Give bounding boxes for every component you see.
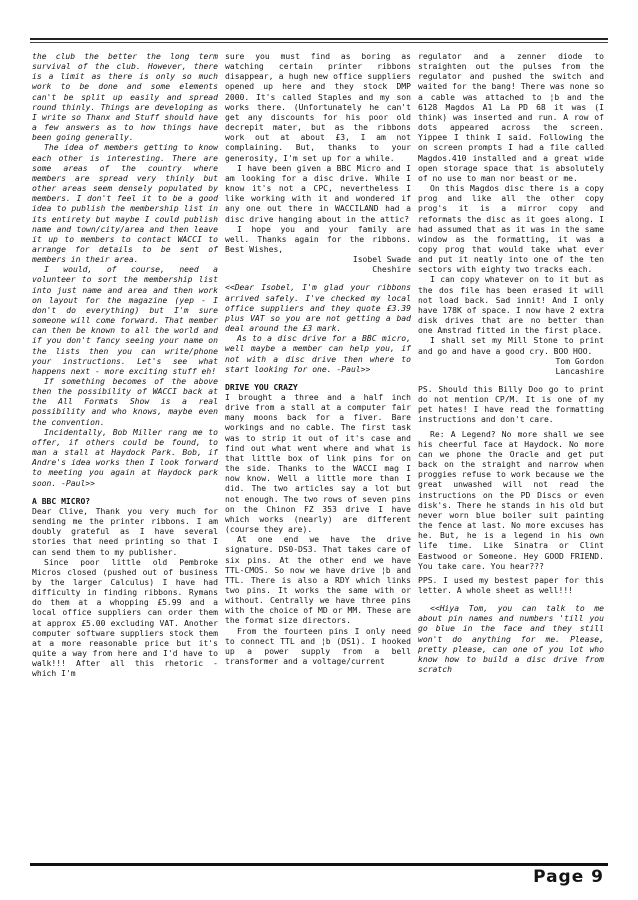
letter-paragraph: sure you must find as boring as watching certain printer ribbons disappear, a hugh new office suppliers opened up here and they stock DMP 2000. It's called Staples and my son works there. (Unfortunately he can't get any discounts for his poor old decrepit mater, but as the ribbons work out at about £3, I am not complaining. But, thanks to your generosity, I'm set up for a while. [225, 52, 411, 163]
letter-paragraph: I brought a three and a half inch drive from a stall at a computer fair many moons back for a fiver. Bare workings and no cable. The first task was to strip it out of it's case and find out what went where and what is that little box of link pins for on the side. Thanks to the WACCI mag I now know. Well a little more than I did. The two articles say a lot but not enough. The two rows of seven pins on the Chinon FZ 353 drive I have which works (nearly) are different (course they are). [225, 393, 411, 535]
section-heading: DRIVE YOU CRAZY [225, 382, 298, 392]
editor-reply-paragraph: As to a disc drive for a BBC micro, well maybe a member can help you, if not with a disc drive then where to start looking for one. -Paul>> [225, 334, 411, 374]
letter-paragraph: I can copy whatever on to it but as the dos file has been erased it will not load back. Sad innit! And I only have 178K of space. I now have 2 extra disk drives that are no better than one Amstrad fitted in the first place. [418, 275, 604, 336]
editor-reply-paragraph: The idea of members getting to know each other is interesting. There are some areas of the country where members are spread very thinly but other areas seem densely populated by members. I don't feel it to be a good idea to publish the membership list in its entirety but maybe I could publish name and town/city/area and then leave it up to members to contact WACCI to arrange for details to be sent of members in their area. [32, 143, 218, 265]
letter-paragraph: From the fourteen pins I only need to connect TTL and ¦b (DS1). I hooked up a power supply from a bell transformer and a voltage/current [225, 626, 411, 667]
letter-paragraph: I have been given a BBC Micro and I am looking for a disc drive. While I know it's not a CPC, nevertheless I like working with it and wondered if any one out there in WACCILAND had a disc drive hanging about in the attic? [225, 163, 411, 224]
letter-paragraph: PPS. I used my bestest paper for this letter. A whole sheet as well!!! [418, 575, 604, 595]
editor-reply-paragraph: the club the better the long term survival of the club. However, there is a limit as there is only so much work to be done and some elements can't be split up easily and spread round thinly. Things are developing as I write so Thanx and Stuff should have a few answers as to how things have been going generally. [32, 52, 218, 143]
page-number: Page 9 [533, 867, 604, 887]
signature-place: Cheshire [372, 265, 411, 275]
top-rule [30, 38, 608, 40]
letter-paragraph: I hope you and your family are well. Thanks again for the ribbons. Best Wishes, [225, 224, 411, 254]
letter-paragraph: Since poor little old Pembroke Micros closed (pushed out of business by the larger Calculus) I have had difficulty in finding ribbons. Rymans do them at a whopping £5.99 and a local office suppliers can order them at approx £5.00 excluding VAT. Another computer software suppliers stock them at a more reasonable price but it's quite a way from here and I'd have to walk!!! After all this rhetoric - which I'm [32, 557, 218, 679]
letter-paragraph: PS. Should this Billy Doo go to print do not mention CP/M. It is one of my pet hates! I have read the formatting instructions and don't care. [418, 385, 604, 425]
editor-reply-paragraph: <<Dear Isobel, I'm glad your ribbons arrived safely. I've checked my local office suppliers and they quote £3.39 plus VAT so you are not getting a bad deal around the £3 mark. [225, 283, 411, 334]
editor-reply-paragraph: I would, of course, need a volunteer to sort the membership list into just name and area and then work on layout for the magazine (yep - I don't do everything) but I'm sure someone will come forward. That member can then be known to all the world and if you don't fancy seeing your name on the lists then you can write/phone your instructions. Let's see what happens next - more exciting stuff eh! [32, 265, 218, 376]
letter-paragraph: Re: A Legend? No more shall we see his cheerful face at Haydock. No more can we phone the Oracle and get put back on the straight and narrow when proggies refuse to work because we the great unwashed will not read the instructions on the PD Discs or even disk's. There he stands in his old but never worn blue boiler suit painting the fence at last. No more excuses has he. But, he is a legend in his own life time. Like Sinatra or Clint Eastwood or Someone. Hey GOOD FRIEND. You take care. You hear??? [418, 429, 604, 571]
top-rule-thin [30, 42, 608, 43]
editor-reply-paragraph: Incidentally, Bob Miller rang me to offer, if others could be found, to man a stall at Haydock Park. Bob, if Andre's idea works then I look forward to meeting you again at Haydock park soon. -Paul>> [32, 427, 218, 488]
signature-name: Tom Gordon [555, 356, 604, 366]
column-1 [32, 52, 218, 680]
bottom-rule [30, 863, 608, 866]
editor-reply-paragraph: <<Hiya Tom, you can talk to me about pin names and numbers 'till you go blue in the face and they still won't do anything for me. Please, pretty please, can one of you lot who know how to build a disc drive from scratch [418, 604, 604, 675]
column-3 [418, 52, 604, 675]
letter-paragraph: Dear Clive, Thank you very much for sending me the printer ribbons. I am doubly grateful as I have several stories that need printing so that I can send them to my publisher. [32, 506, 218, 557]
signature-place: Lancashire [555, 366, 604, 376]
column-2 [225, 52, 411, 667]
letter-paragraph: At one end we have the drive signature. DS0-DS3. That takes care of six pins. At the other end we have TTL-CMOS. So now we have drive ¦b and TTL. There is also a RDY which links two pins. It works the same with or without. Centrally we have three pins with the choice of MD or MM. These are the format size directors. [225, 535, 411, 626]
letter-paragraph: On this Magdos disc there is a copy prog and like all the other copy prog's it is a mirror copy and reformats the disc as it goes along. I had assumed that as it was in the same window as the formatting, it was a copy prog that would take what ever and put it neatly into one of the ten sectors with eighty two tracks each. [418, 184, 604, 275]
letter-paragraph: regulator and a zenner diode to straighten out the pulses from the regulator and pushed the switch and waited for the bang! There was none so a cable was attached to ¦b and the 6128 Magdos A1 La PD 68 it was (I think) was inserted and run. A row of dots appeared across the screen. Yippee I think I said. Following the on screen prompts I had a file called Magdos.410 installed and a great wide open storage space that is absolutely of no use to man nor beast or me. [418, 52, 604, 183]
signature-name: Isobel Swade [352, 255, 411, 265]
section-heading: A BBC MICRO? [32, 496, 91, 506]
letter-paragraph: I shall set my Mill Stone to print and go and have a good cry. BOO HOO. [418, 336, 604, 356]
editor-reply-paragraph: If something becomes of the above then the possibility of WACCI back at the All Formats Show is a real possibility and who knows, maybe even the convention. [32, 377, 218, 427]
